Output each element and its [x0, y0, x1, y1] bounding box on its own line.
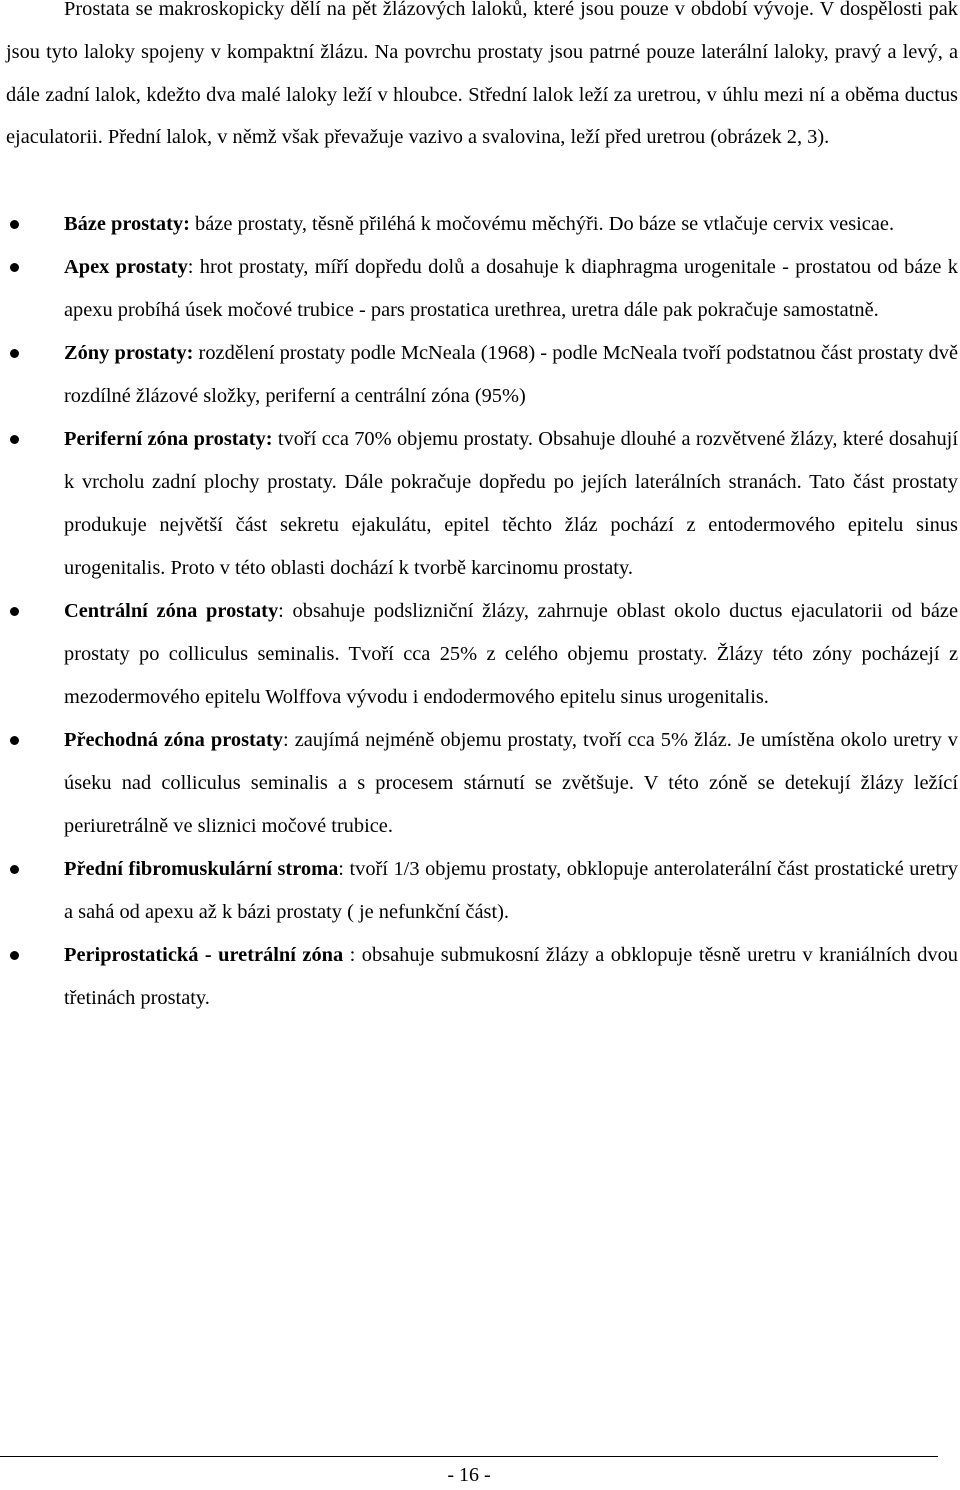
- list-item-baze: [0, 203, 958, 246]
- item-text: : obsahuje submukosní žlázy a obklopuje těsně uretru v kraniálních dvou třetinách prostaty.: [64, 944, 959, 1009]
- item-term: Báze prostaty:: [64, 213, 190, 235]
- bullet-icon: [10, 736, 19, 745]
- bullet-icon: [10, 435, 19, 444]
- bullet-icon: [10, 951, 19, 960]
- item-text: : zaujímá nejméně objemu prostaty, tvoří cca 5% žláz. Je umístěna okolo uretry v úseku nad colliculus seminalis a s procesem stárnutí se zvětšuje. V této zóně se detekují žlázy ležící periuretrálně ve sliznici močové trubice.: [64, 729, 959, 837]
- item-text: báze prostaty, těsně přiléhá k močovému měchýři. Do báze se vtlačuje cervix vesicae.: [189, 213, 895, 235]
- list-item-centralni: [0, 590, 958, 719]
- item-term: Centrální zóna prostaty: [64, 600, 279, 622]
- bullet-icon: [10, 220, 19, 229]
- item-text: rozdělení prostaty podle McNeala (1968) - podle McNeala tvoří podstatnou část prostaty dvě rozdílné žlázové složky, periferní a centrální zóna (95%): [64, 342, 958, 407]
- list-item-prechodna: [0, 719, 958, 848]
- page-number: - 16 -: [447, 1464, 491, 1486]
- bullet-icon: [10, 607, 19, 616]
- item-text: : obsahuje podslizniční žlázy, zahrnuje oblast okolo ductus ejaculatorii od báze prostaty po colliculus seminalis. Tvoří cca 25% z celého objemu prostaty. Žlázy této zóny pocházejí z mezodermového epitelu Wolffova vývodu i endodermového epitelu sinus urogenitalis.: [64, 600, 958, 708]
- bullet-icon: [10, 349, 19, 358]
- item-term: Periferní zóna prostaty:: [64, 428, 273, 450]
- item-term: Periprostatická - uretrální zóna: [64, 944, 344, 966]
- intro-first-line: Prostata se makroskopicky dělí na pět žlázových laloků, které jsou pouze v období vývoje.: [64, 0, 815, 20]
- intro-continuation: V dospělosti pak jsou tyto laloky spojeny v kompaktní žlázu. Na povrchu prostaty jsou patrné pouze laterální laloky, pravý a levý, a dále zadní lalok, kdežto dva malé laloky leží v hloubce. Střední lalok leží za uretrou, v úhlu mezi ní a oběma ductus ejaculatorii. Přední lalok, v němž však převažuje vazivo a svalovina, leží před uretrou (obrázek 2, 3).: [6, 0, 958, 149]
- definition-list: [0, 203, 958, 1020]
- bullet-icon: [10, 263, 19, 272]
- item-term: Přechodná zóna prostaty: [64, 729, 283, 751]
- list-item-periprostaticka: [0, 934, 958, 1020]
- item-term: Apex prostaty: [64, 256, 188, 278]
- item-term: Přední fibromuskulární stroma: [64, 858, 339, 880]
- item-term: Zóny prostaty:: [64, 342, 194, 364]
- intro-paragraph: [6, 0, 958, 159]
- list-item-zony: [0, 332, 958, 418]
- item-text: : hrot prostaty, míří dopředu dolů a dosahuje k diaphragma urogenitale - prostatou od báze k apexu probíhá úsek močové trubice - pars prostatica urethrea, uretra dále pak pokračuje samostatně.: [64, 256, 958, 321]
- list-item-stroma: [0, 848, 958, 934]
- list-item-apex: [0, 246, 958, 332]
- list-item-periferni: [0, 418, 958, 590]
- footer-divider: [0, 1456, 938, 1457]
- item-text: tvoří cca 70% objemu prostaty. Obsahuje dlouhé a rozvětvené žlázy, které dosahují k vrcholu zadní plochy prostaty. Dále pokračuje dopředu po jejích laterálních stranách. Tato část prostaty produkuje největší část sekretu ejakulátu, epitel těchto žláz pochází z entodermového epitelu sinus urogenitalis. Proto v této oblasti dochází k tvorbě karcinomu prostaty.: [64, 428, 958, 579]
- item-text: : tvoří 1/3 objemu prostaty, obklopuje anterolaterální část prostatické uretry a sahá od apexu až k bázi prostaty ( je nefunkční část).: [64, 858, 958, 923]
- bullet-icon: [10, 865, 19, 874]
